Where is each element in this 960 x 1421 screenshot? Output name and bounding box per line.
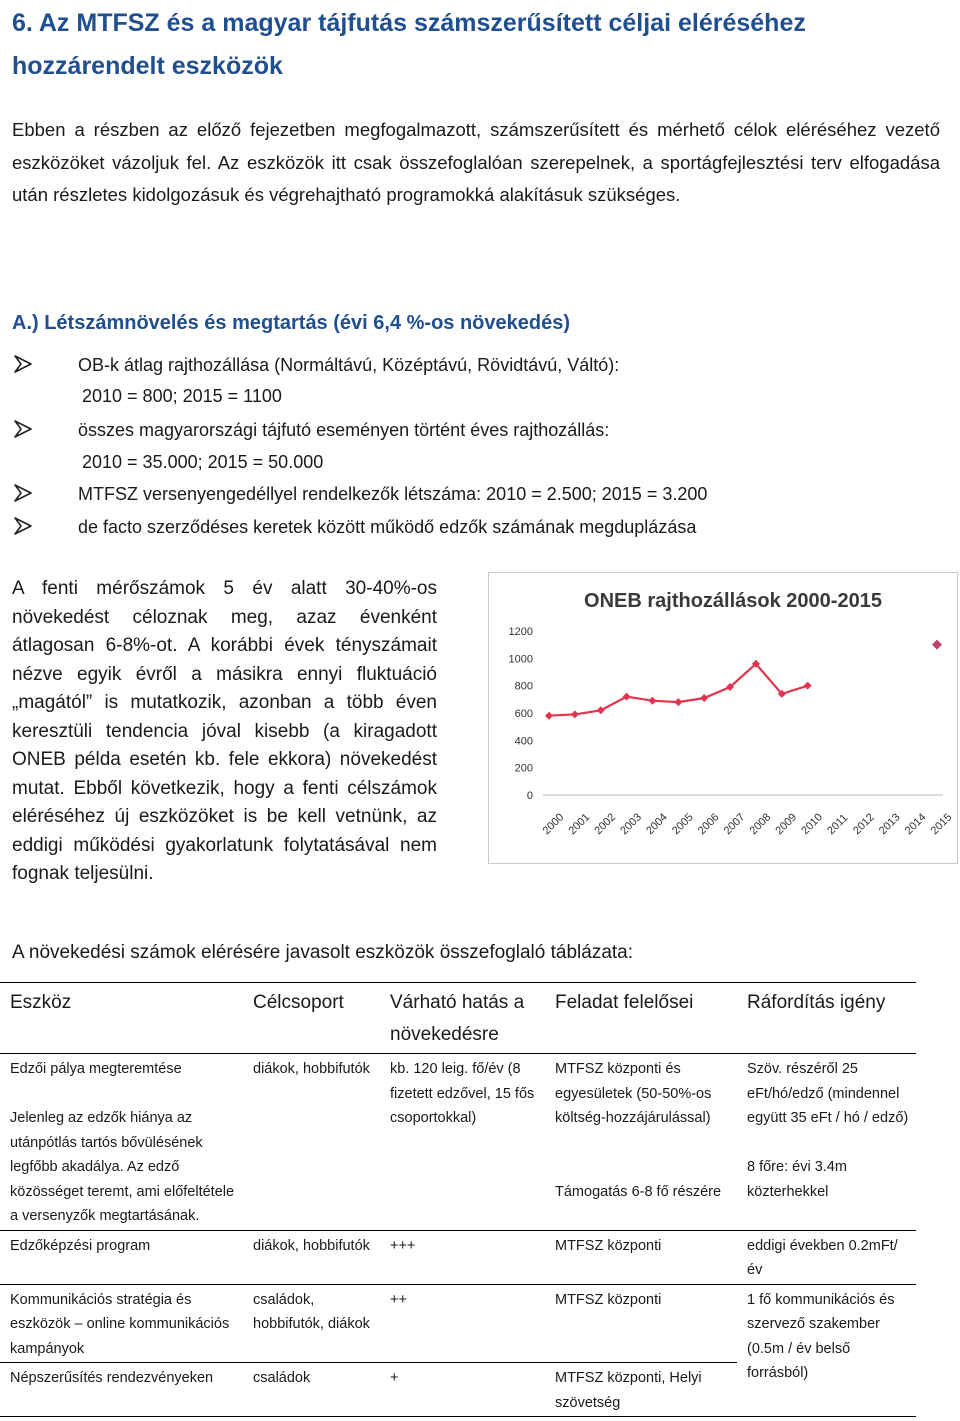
table-cell: + xyxy=(380,1363,545,1417)
bullet-subtext: 2010 = 800; 2015 = 1100 xyxy=(82,386,282,406)
header-cell: Ráfordítás igény xyxy=(737,983,916,1054)
x-tick-label: 2004 xyxy=(644,811,670,838)
table-cell: eddigi években 0.2mFt/év xyxy=(737,1230,916,1284)
bullet-text: de facto szerződéses keretek között működő edzők számának megduplázása xyxy=(78,517,697,537)
y-tick-label: 200 xyxy=(514,762,533,775)
arrow-bullet-icon xyxy=(12,419,34,439)
y-tick-label: 600 xyxy=(514,708,533,720)
analysis-paragraph: A fenti mérőszámok 5 év alatt 30-40%-os növekedést céloznak meg, azaz évenként átlagosan 6-8%-ot. A korábbi évek tényszámait nézve egyik évről a másikra ennyi fluktuáció „magától” is mutatkozik, azonban a több éven keresztüli tendencia jóval kisebb (a kiragadott ONEB példa esetén kb. fele ekkora) növekedést mutat. Ebből következik, hogy a fenti célszámok eléréséhez új eszközöket is be kell vetnünk, az eddigi működési gyakorlatunk folytatásával nem fognak teljesülni. xyxy=(12,578,437,884)
x-tick-label: 2015 xyxy=(928,811,955,838)
header-cell: Várható hatás a növekedésre xyxy=(380,983,545,1054)
data-point xyxy=(700,694,708,702)
header-cell: Célcsoport xyxy=(243,983,380,1054)
table-cell: diákok, hobbifutók xyxy=(243,1054,380,1231)
table-row xyxy=(0,1284,916,1363)
data-point xyxy=(804,682,812,690)
table-header-row xyxy=(0,983,916,1054)
tools-table xyxy=(0,982,916,1417)
x-tick-label: 2002 xyxy=(592,811,619,838)
table-caption: A növekedési számok elérésére javasolt eszközök összefoglaló táblázata: xyxy=(12,942,634,963)
x-tick-label: 2001 xyxy=(566,811,593,838)
x-tick-label: 2010 xyxy=(799,811,826,838)
x-tick-label: 2013 xyxy=(876,811,903,838)
y-tick-label: 800 xyxy=(514,680,533,693)
x-tick-label: 2009 xyxy=(773,811,800,838)
table-cell: Edzői pálya megteremtése Jelenleg az edzők hiánya az utánpótlás tartós bővülésének legfőbb akadálya. Az edző közösséget teremt, ami előfeltétele a versenyzők megtartásának. xyxy=(0,1054,243,1231)
table-cell: Népszerűsítés rendezvényeken xyxy=(0,1363,243,1417)
y-tick-label: 1200 xyxy=(508,626,533,638)
table-cell: Edzőképzési program xyxy=(0,1230,243,1284)
series-line xyxy=(549,664,808,716)
table-cell: MTFSZ központi és egyesületek (50-50%-os költség-hozzájárulással) Támogatás 6-8 fő részére xyxy=(545,1054,737,1231)
x-tick-label: 2003 xyxy=(618,811,645,838)
bullet-text: OB-k átlag rajthozállása (Normáltávú, Középtávú, Rövidtávú, Váltó): xyxy=(78,355,620,375)
table-cell: családok xyxy=(243,1363,380,1417)
table-cell: 1 fő kommunikációs és szervező szakember (0.5m / év belső forrásból) xyxy=(737,1284,916,1417)
table-row xyxy=(0,1054,916,1231)
table-cell: Kommunikációs stratégia és eszközök – online kommunikációs kampányok xyxy=(0,1284,243,1363)
oneb-chart xyxy=(488,572,958,864)
data-point xyxy=(674,698,682,706)
table-cell: MTFSZ központi xyxy=(545,1230,737,1284)
bullet-item xyxy=(12,418,609,442)
intro-paragraph: Ebben a részben az előző fejezetben megfogalmazott, számszerűsített és mérhető célok eléréséhez vezető eszközöket vázoljuk fel. Az eszközök itt csak összefoglalóan szerepelnek, a sportágfejlesztési terv elfogadása után részletes kidolgozásuk és végrehajtható programokká alakításuk szükséges. xyxy=(12,119,940,205)
table-cell: kb. 120 leig. fő/év (8 fizetett edzővel, 15 fős csoportokkal) xyxy=(380,1054,545,1231)
bullet-text: MTFSZ versenyengedéllyel rendelkezők létszáma: 2010 = 2.500; 2015 = 3.200 xyxy=(78,484,708,504)
bullet-item xyxy=(12,353,619,377)
table-row xyxy=(0,1230,916,1284)
target-point xyxy=(932,640,942,650)
table-cell: ++ xyxy=(380,1284,545,1363)
y-tick-label: 0 xyxy=(526,790,533,802)
arrow-bullet-icon xyxy=(12,516,34,536)
table-cell: MTFSZ központi xyxy=(545,1284,737,1363)
table-cell: családok, hobbifutók, diákok xyxy=(243,1284,380,1363)
table-cell: Szöv. részéről 25 eFt/hó/edző (mindennel együtt 35 eFt / hó / edző) 8 főre: évi 3.4m közterhekkel xyxy=(737,1054,916,1231)
table-cell: MTFSZ központi, Helyi szövetség xyxy=(545,1363,737,1417)
bullet-item xyxy=(12,482,707,506)
x-tick-label: 2005 xyxy=(669,811,696,838)
header-cell: Eszköz xyxy=(0,983,243,1054)
data-point xyxy=(623,693,631,701)
section-a-title: A.) Létszámnövelés és megtartás (évi 6,4 %-os növekedés) xyxy=(12,312,571,334)
y-tick-label: 400 xyxy=(514,735,533,748)
x-tick-label: 2008 xyxy=(747,811,774,838)
chart-title: ONEB rajthozállások 2000-2015 xyxy=(584,590,882,612)
x-tick-label: 2007 xyxy=(721,811,748,838)
arrow-bullet-icon xyxy=(12,483,34,503)
bullet-text: összes magyarországi tájfutó eseményen történt éves rajthozállás: xyxy=(78,420,610,440)
x-tick-label: 2011 xyxy=(825,811,851,838)
x-tick-label: 2014 xyxy=(902,811,929,838)
header-cell: Feladat felelősei xyxy=(545,983,737,1054)
y-tick-label: 1000 xyxy=(508,653,533,666)
arrow-bullet-icon xyxy=(12,354,34,374)
bullet-subtext: 2010 = 35.000; 2015 = 50.000 xyxy=(82,452,324,472)
x-tick-label: 2012 xyxy=(851,811,877,838)
data-point xyxy=(545,712,553,720)
bullet-item xyxy=(12,515,696,539)
chart-svg xyxy=(489,573,957,863)
x-tick-label: 2000 xyxy=(540,811,567,838)
table-cell: diákok, hobbifutók xyxy=(243,1230,380,1284)
data-point xyxy=(648,697,656,705)
table-cell: +++ xyxy=(380,1230,545,1284)
data-point xyxy=(597,706,605,714)
x-tick-label: 2006 xyxy=(695,811,722,838)
data-point xyxy=(571,710,579,718)
page-heading: 6. Az MTFSZ és a magyar tájfutás számszerűsített céljai eléréséhez hozzárendelt eszközök xyxy=(12,9,806,80)
